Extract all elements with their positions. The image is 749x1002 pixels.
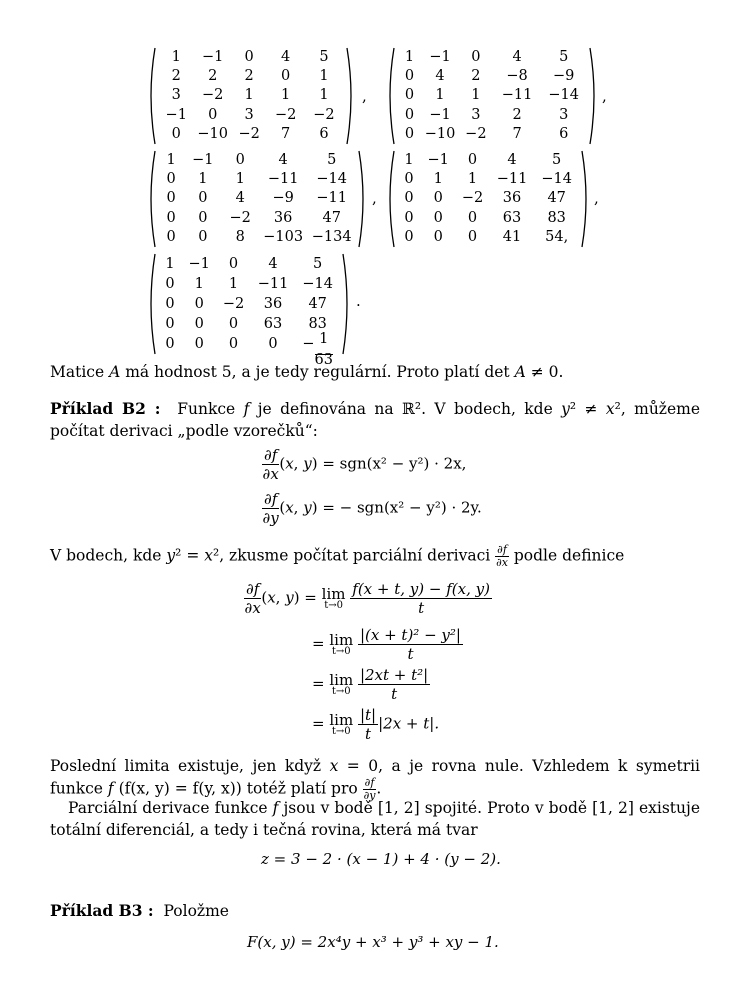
matrix-cell: 1 (166, 152, 176, 168)
matrix-cell: 0 (467, 152, 478, 168)
matrix-cell: −1 (427, 152, 449, 168)
limit-step-1: $\frac{\partial f}{\partial x}$ (x, y) = lim t→0 $\frac{f(x + t, y) - f(x, y)}{t}$ (244, 580, 490, 617)
matrix-cell: 1 (228, 276, 239, 292)
left-paren (390, 48, 394, 144)
matrix-cell: 0 (404, 171, 414, 188)
matrix-cell: 0 (404, 125, 415, 142)
matrix-cell: −14 (541, 171, 572, 188)
limit-step-4: = lim t→0 $\frac{|t|}{t}$ |2x + t|. (312, 706, 440, 743)
matrix-cell: 0 (467, 228, 478, 245)
matrix-cell: 0 (194, 296, 204, 312)
matrix-3 (146, 149, 368, 249)
matrix-cell: 4 (281, 49, 291, 65)
matrix-cell: 0 (166, 228, 176, 245)
matrix-cell: 1 (198, 171, 208, 188)
continuity-paragraph: Parciální derivace funkce f jsou v bodě [1, 2] spojité. Proto v bodě [1, 2] existuje totální diferenciál, a tedy i tečná rovina, která má tvar (50, 799, 700, 839)
matrix-cell: −14 (548, 87, 579, 104)
matrix-4 (385, 149, 591, 249)
matrix-cell: 0 (404, 228, 414, 245)
matrix-4-separator: , (594, 189, 599, 207)
matrix-cell: −10 (197, 125, 228, 142)
matrix-1 (146, 46, 356, 146)
matrix-cell: −11 (267, 171, 299, 188)
matrix-cell: −2 (222, 296, 245, 312)
matrix-cell: 3 (471, 106, 481, 123)
matrix-cell: 3 (244, 106, 254, 123)
right-paren (590, 48, 594, 144)
example-b3-intro: Příklad B3 : Položme (50, 901, 229, 920)
matrix-cell: −1 (202, 49, 224, 65)
matrix-cell: 0 (433, 209, 443, 226)
matrix-cell: 0 (171, 125, 181, 142)
matrix-cell: 1 (433, 171, 443, 188)
matrix-5 (146, 252, 352, 368)
matrix-cell: −2 (229, 209, 251, 226)
matrix-cell: 0 (228, 316, 239, 332)
matrix-cell: −9 (272, 190, 294, 207)
matrix-cell: −2 (274, 106, 297, 123)
matrix-entries (158, 151, 356, 247)
left-paren (390, 151, 394, 247)
matrix-cell: 63 (502, 209, 522, 226)
matrix-cell: 0 (198, 190, 208, 207)
matrix-5-period: . (356, 292, 361, 310)
matrix-entries (158, 254, 340, 368)
matrix-cell: 1 (435, 87, 445, 104)
matrix-cell: 0 (404, 68, 415, 85)
matrix-cell: −2 (461, 190, 484, 207)
matrix-cell: 83 (308, 316, 327, 332)
matrix-cell: 1 (471, 87, 481, 104)
matrix-2-separator: , (602, 87, 607, 105)
matrix-cell: 1 (281, 87, 291, 104)
matrix-cell: 3 (559, 106, 569, 123)
matrix-cell: −14 (302, 276, 333, 292)
matrix-cell: 0 (281, 68, 291, 85)
definition-statement: V bodech, kde y² = x², zkusme počítat parciální derivaci $\frac{\partial f}{\partial x}$ podle definice (50, 543, 625, 569)
matrix-cell: 0 (198, 228, 208, 245)
right-paren (343, 254, 347, 354)
matrix-cell: 4 (512, 49, 522, 65)
matrix-cell: 1 (171, 49, 181, 65)
matrix-cell: −103 (263, 228, 304, 245)
matrix-cell: 0 (404, 209, 414, 226)
matrix-cell: −11 (501, 87, 533, 104)
matrix-cell: 6 (559, 125, 569, 142)
matrix-cell: 0 (166, 171, 176, 188)
matrix-cell: −1 (192, 152, 214, 168)
matrix-cell: 1 (404, 152, 414, 168)
matrix-cell: 5 (313, 256, 323, 272)
rank-statement: Matice A má hodnost 5, a je tedy regulární. Proto platí det A ≠ 0. (50, 363, 564, 381)
matrix-cell: 0 (404, 106, 415, 123)
matrix-cell: 7 (512, 125, 522, 142)
matrix-cell: 2 (208, 68, 218, 85)
matrix-cell: 5 (327, 152, 337, 168)
matrix-cell: 1 (404, 49, 415, 65)
partial-x-formula: $\frac{\partial f}{\partial x}$ (x, y) = sgn(x² − y²) · 2x, (262, 446, 467, 483)
matrix-cell: 47 (322, 209, 341, 226)
matrix-cell: 0 (235, 152, 245, 168)
matrix-cell: −10 (424, 125, 456, 142)
matrix-cell: 47 (308, 296, 327, 312)
matrix-cell: 0 (198, 209, 208, 226)
matrix-cell: −1 (188, 256, 210, 272)
matrix-cell: −9 (553, 68, 575, 85)
matrix-cell: −11 (496, 171, 528, 188)
matrix-cell: 0 (268, 336, 278, 352)
symmetry-paragraph: Poslední limita existuje, jen když x = 0, a je rovna nule. Vzhledem k symetrii funkce f (f(x, y) = f(y, x)) totéž platí pro $\frac{\partial f}{\partial y}$ . (50, 757, 701, 802)
tangent-plane-equation: z = 3 − 2 · (x − 1) + 4 · (y − 2). (261, 850, 501, 868)
matrix-cell: 36 (273, 209, 293, 226)
left-paren (151, 48, 155, 144)
matrix-cell: −14 (316, 171, 347, 188)
matrix-cell: −2 (465, 125, 487, 142)
matrix-cell: 3 (171, 87, 181, 104)
right-paren (347, 48, 351, 144)
matrix-cell: 2 (512, 106, 522, 123)
matrix-cell: 1 (165, 256, 175, 272)
left-paren (151, 151, 155, 247)
matrix-cell: 0 (228, 256, 239, 272)
matrix-cell: 0 (166, 190, 176, 207)
matrix-cell: −1 (429, 49, 451, 65)
matrix-cell: −1 (165, 106, 187, 123)
matrix-cell: 4 (268, 256, 278, 272)
matrix-cell: 1 (319, 87, 329, 104)
matrix-cell: 0 (194, 316, 204, 332)
matrix-cell: −2 (313, 106, 335, 123)
matrix-cell: 4 (507, 152, 517, 168)
matrix-cell: 5 (319, 49, 329, 65)
matrix-cell: −11 (257, 276, 289, 292)
matrix-cell: 2 (244, 68, 254, 85)
matrix-cell: 0 (208, 106, 218, 123)
matrix-entries (158, 48, 344, 144)
matrix-cell: 4 (435, 68, 445, 85)
left-paren (151, 254, 155, 354)
matrix-cell: 1 (235, 171, 245, 188)
matrix-cell: 6 (319, 125, 329, 142)
matrix-cell: −2 (202, 87, 224, 104)
right-paren (359, 151, 363, 247)
matrix-cell: 0 (194, 336, 204, 352)
limit-step-3: = lim t→0 $\frac{\text{|2xt + t²|}}{t}$ (312, 666, 429, 703)
matrix-cell: 7 (281, 125, 291, 142)
matrix-cell: 36 (263, 296, 283, 312)
matrix-cell: 0 (404, 190, 414, 207)
matrix-cell: 1 (194, 276, 204, 292)
matrix-cell: 0 (433, 190, 443, 207)
matrix-cell: 1 (319, 68, 329, 85)
matrix-cell: 4 (235, 190, 245, 207)
example-b3-equation: F(x, y) = 2x⁴y + x³ + y³ + xy − 1. (247, 933, 499, 951)
matrix-cell: 1 (467, 171, 478, 188)
matrix-cell: 1 (244, 87, 254, 104)
matrix-cell: 0 (467, 209, 478, 226)
matrix-cell: −8 (506, 68, 528, 85)
matrix-cell: 41 (502, 228, 522, 245)
matrix-cell: 47 (547, 190, 566, 207)
matrix-cell: 0 (404, 87, 415, 104)
matrix-2 (385, 46, 599, 146)
matrix-cell: 36 (502, 190, 522, 207)
matrix-cell: 8 (235, 228, 245, 245)
example-b2-intro: Příklad B2 : Funkce f je definována na ℝ². V bodech, kde y² ≠ x², můžeme počítat derivaci „podle vzorečků“: (50, 399, 701, 440)
matrix-cell: −134 (311, 228, 352, 245)
matrix-cell: 0 (166, 209, 176, 226)
matrix-cell: − $\frac{1}{63}$ (302, 331, 333, 368)
matrix-cell: 0 (165, 336, 175, 352)
matrix-cell: 2 (171, 68, 181, 85)
partial-y-formula: $\frac{\partial f}{\partial y}$ (x, y) = − sgn(x² − y²) · 2y. (262, 490, 482, 527)
matrix-cell: 5 (559, 49, 569, 65)
matrix-3-separator: , (372, 189, 377, 207)
matrix-1-separator: , (362, 87, 367, 105)
matrix-cell: 0 (165, 276, 175, 292)
matrix-cell: 0 (433, 228, 443, 245)
matrix-cell: 0 (244, 49, 254, 65)
example-b2-heading: Příklad B2 : (50, 399, 161, 418)
matrix-cell: 0 (165, 296, 175, 312)
matrix-cell: 83 (547, 209, 566, 226)
matrix-cell: 0 (165, 316, 175, 332)
matrix-cell: −1 (429, 106, 451, 123)
matrix-cell: 63 (263, 316, 283, 332)
matrix-cell: −11 (316, 190, 347, 207)
matrix-cell: 4 (278, 152, 288, 168)
matrix-cell: 54, (545, 228, 569, 245)
right-paren (582, 151, 586, 247)
limit-step-2: = lim t→0 $\frac{\text{|(x + t)² − y²|}}{t}$ (312, 626, 461, 663)
matrix-cell: −2 (238, 125, 260, 142)
example-b3-heading: Příklad B3 : (50, 901, 154, 920)
matrix-cell: 2 (471, 68, 481, 85)
matrix-cell: 5 (552, 152, 562, 168)
matrix-cell: 0 (471, 49, 481, 65)
matrix-entries (397, 48, 587, 144)
matrix-entries (397, 151, 579, 247)
matrix-cell: 0 (228, 336, 239, 352)
